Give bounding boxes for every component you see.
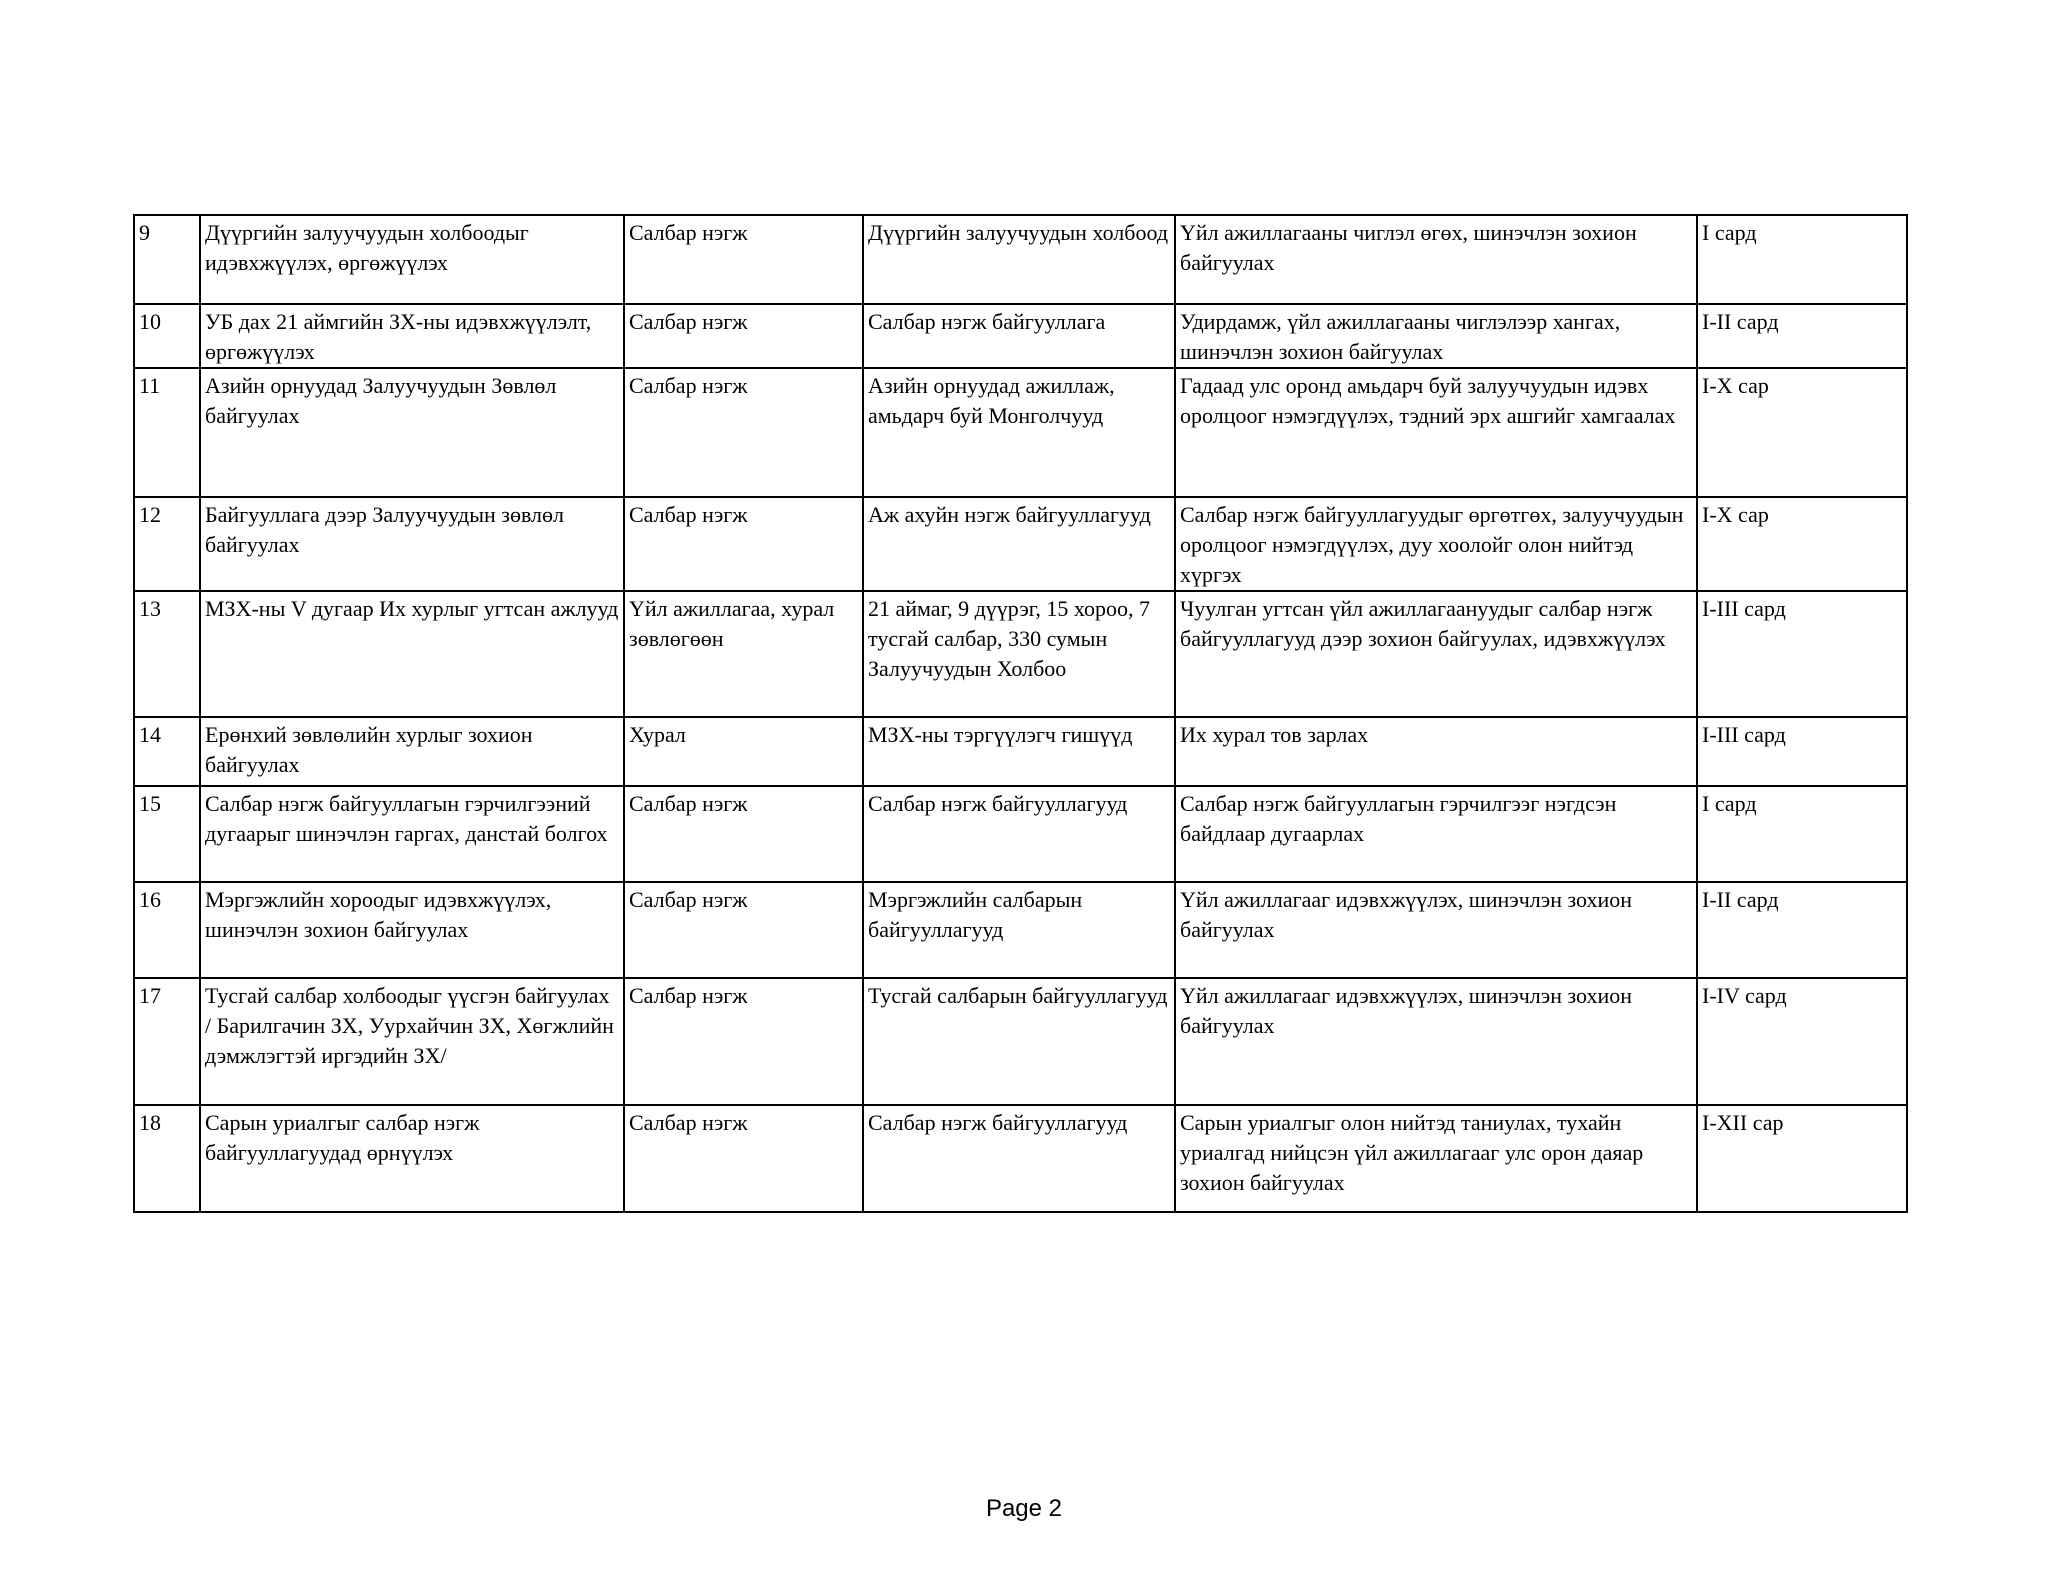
page-number: Page 2 [985,1495,1063,1522]
row-number: 16 [134,882,200,978]
time-cell: I-XII сар [1697,1105,1907,1212]
result-cell: Салбар нэгж байгууллагын гэрчилгээг нэгдсэн байдлаар дугаарлах [1175,786,1697,882]
table-row [134,497,1907,591]
time-cell: I-X сар [1697,368,1907,497]
time-cell: I сард [1697,215,1907,304]
table-row [134,368,1907,497]
table-row [134,304,1907,368]
form-cell: Салбар нэгж [624,978,863,1105]
form-cell: Салбар нэгж [624,304,863,368]
form-cell: Салбар нэгж [624,368,863,497]
table-row [134,591,1907,717]
row-number: 11 [134,368,200,497]
time-cell: I-III сард [1697,591,1907,717]
target-cell: Салбар нэгж байгууллагууд [863,786,1175,882]
target-cell: Азийн орнуудад ажиллаж, амьдарч буй Монголчууд [863,368,1175,497]
time-cell: I-IV сард [1697,978,1907,1105]
table-row [134,882,1907,978]
target-cell: Тусгай салбарын байгууллагууд [863,978,1175,1105]
time-cell: I-II сард [1697,304,1907,368]
form-cell: Хурал [624,717,863,786]
result-cell: Үйл ажиллагааны чиглэл өгөх, шинэчлэн зохион байгуулах [1175,215,1697,304]
row-number: 18 [134,1105,200,1212]
row-number: 14 [134,717,200,786]
table-row [134,717,1907,786]
result-cell: Удирдамж, үйл ажиллагааны чиглэлээр хангах, шинэчлэн зохион байгуулах [1175,304,1697,368]
result-cell: Чуулган угтсан үйл ажиллагаануудыг салбар нэгж байгууллагууд дээр зохион байгуулах, идэвхжүүлэх [1175,591,1697,717]
table-row [134,786,1907,882]
plan-table [133,214,1908,1213]
form-cell: Салбар нэгж [624,882,863,978]
form-cell: Салбар нэгж [624,1105,863,1212]
result-cell: Салбар нэгж байгууллагуудыг өргөтгөх, залуучуудын оролцоог нэмэгдүүлэх, дуу хоолойг олон нийтэд хүргэх [1175,497,1697,591]
task-cell: УБ дах 21 аймгийн ЗХ-ны идэвхжүүлэлт, өргөжүүлэх [200,304,624,368]
time-cell: I сард [1697,786,1907,882]
form-cell: Үйл ажиллагаа, хурал зөвлөгөөн [624,591,863,717]
result-cell: Их хурал тов зарлах [1175,717,1697,786]
form-cell: Салбар нэгж [624,786,863,882]
task-cell: Ерөнхий зөвлөлийн хурлыг зохион байгуулах [200,717,624,786]
task-cell: Сарын уриалгыг салбар нэгж байгууллагуудад өрнүүлэх [200,1105,624,1212]
task-cell: МЗХ-ны V дугаар Их хурлыг угтсан ажлууд [200,591,624,717]
row-number: 15 [134,786,200,882]
result-cell: Гадаад улс оронд амьдарч буй залуучуудын идэвх оролцоог нэмэгдүүлэх, тэдний эрх ашгийг хамгаалах [1175,368,1697,497]
row-number: 13 [134,591,200,717]
target-cell: Салбар нэгж байгууллага [863,304,1175,368]
task-cell: Байгууллага дээр Залуучуудын зөвлөл байгуулах [200,497,624,591]
table-row [134,215,1907,304]
row-number: 9 [134,215,200,304]
target-cell: Дүүргийн залуучуудын холбоод [863,215,1175,304]
task-cell: Салбар нэгж байгууллагын гэрчилгээний дугаарыг шинэчлэн гаргах, данстай болгох [200,786,624,882]
task-cell: Мэргэжлийн хороодыг идэвхжүүлэх, шинэчлэн зохион байгуулах [200,882,624,978]
row-number: 10 [134,304,200,368]
task-cell: Тусгай салбар холбоодыг үүсгэн байгуулах / Барилгачин ЗХ, Уурхайчин ЗХ, Хөгжлийн дэмжлэгтэй иргэдийн ЗХ/ [200,978,624,1105]
result-cell: Сарын уриалгыг олон нийтэд таниулах, тухайн уриалгад нийцсэн үйл ажиллагааг улс орон даяар зохион байгуулах [1175,1105,1697,1212]
task-cell: Азийн орнуудад Залуучуудын Зөвлөл байгуулах [200,368,624,497]
table-row [134,978,1907,1105]
result-cell: Үйл ажиллагааг идэвхжүүлэх, шинэчлэн зохион байгуулах [1175,882,1697,978]
table-row [134,1105,1907,1212]
row-number: 12 [134,497,200,591]
form-cell: Салбар нэгж [624,215,863,304]
target-cell: Мэргэжлийн салбарын байгууллагууд [863,882,1175,978]
target-cell: Салбар нэгж байгууллагууд [863,1105,1175,1212]
result-cell: Үйл ажиллагааг идэвхжүүлэх, шинэчлэн зохион байгуулах [1175,978,1697,1105]
target-cell: 21 аймаг, 9 дүүрэг, 15 хороо, 7 тусгай салбар, 330 сумын Залуучуудын Холбоо [863,591,1175,717]
time-cell: I-X сар [1697,497,1907,591]
time-cell: I-III сард [1697,717,1907,786]
task-cell: Дүүргийн залуучуудын холбоодыг идэвхжүүлэх, өргөжүүлэх [200,215,624,304]
row-number: 17 [134,978,200,1105]
target-cell: МЗХ-ны тэргүүлэгч гишүүд [863,717,1175,786]
time-cell: I-II сард [1697,882,1907,978]
form-cell: Салбар нэгж [624,497,863,591]
target-cell: Аж ахуйн нэгж байгууллагууд [863,497,1175,591]
